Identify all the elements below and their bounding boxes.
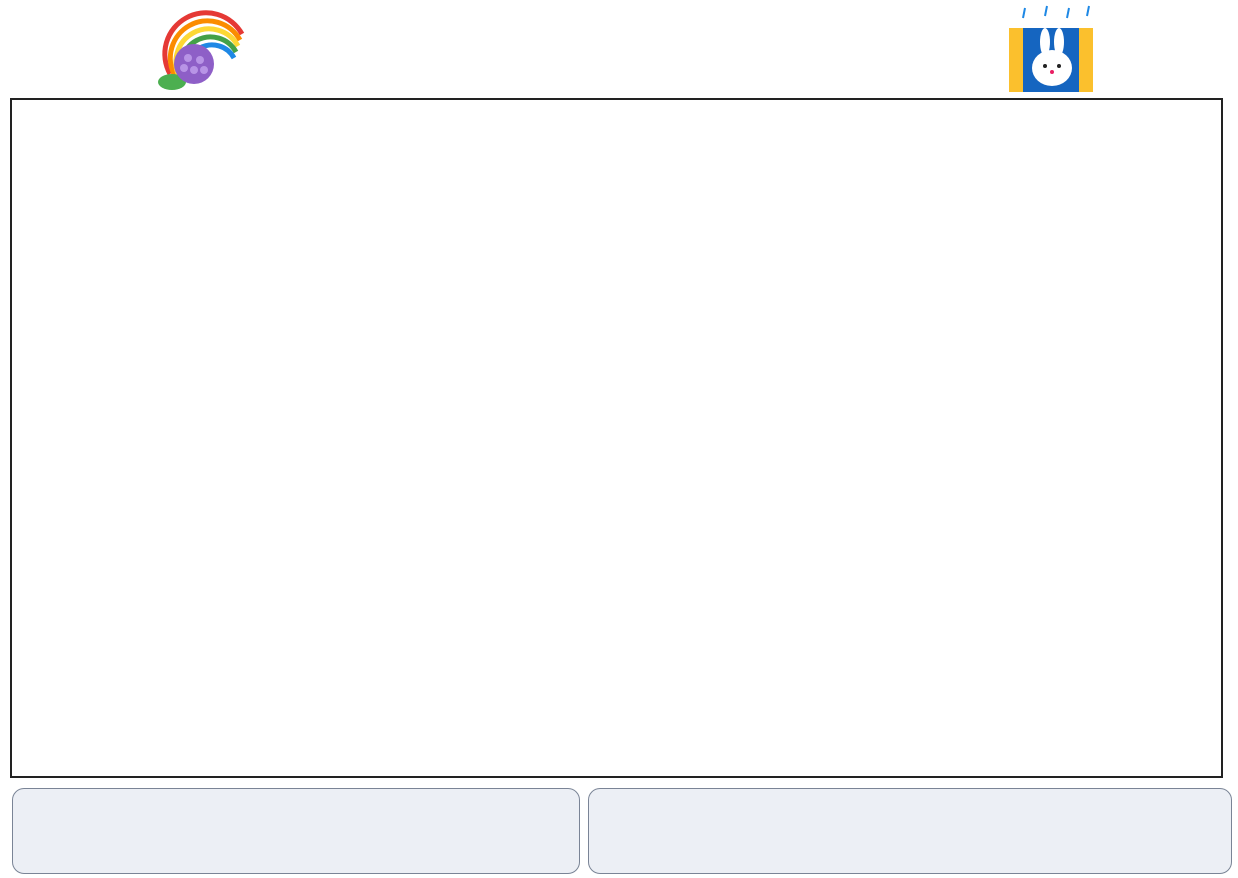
- weekday-label: [702, 80, 875, 98]
- weekday-label-saturday: [875, 80, 1048, 98]
- calendar-grid: [10, 98, 1223, 778]
- birthday-note-box: [12, 788, 580, 874]
- weekday-label: [529, 80, 702, 98]
- weekday-label: [183, 80, 356, 98]
- big-event-note-box: [588, 788, 1232, 874]
- event-line: [629, 823, 639, 838]
- weekday-label: [356, 80, 529, 98]
- weekday-label-sunday: [1048, 80, 1221, 98]
- weekday-label: [10, 80, 183, 98]
